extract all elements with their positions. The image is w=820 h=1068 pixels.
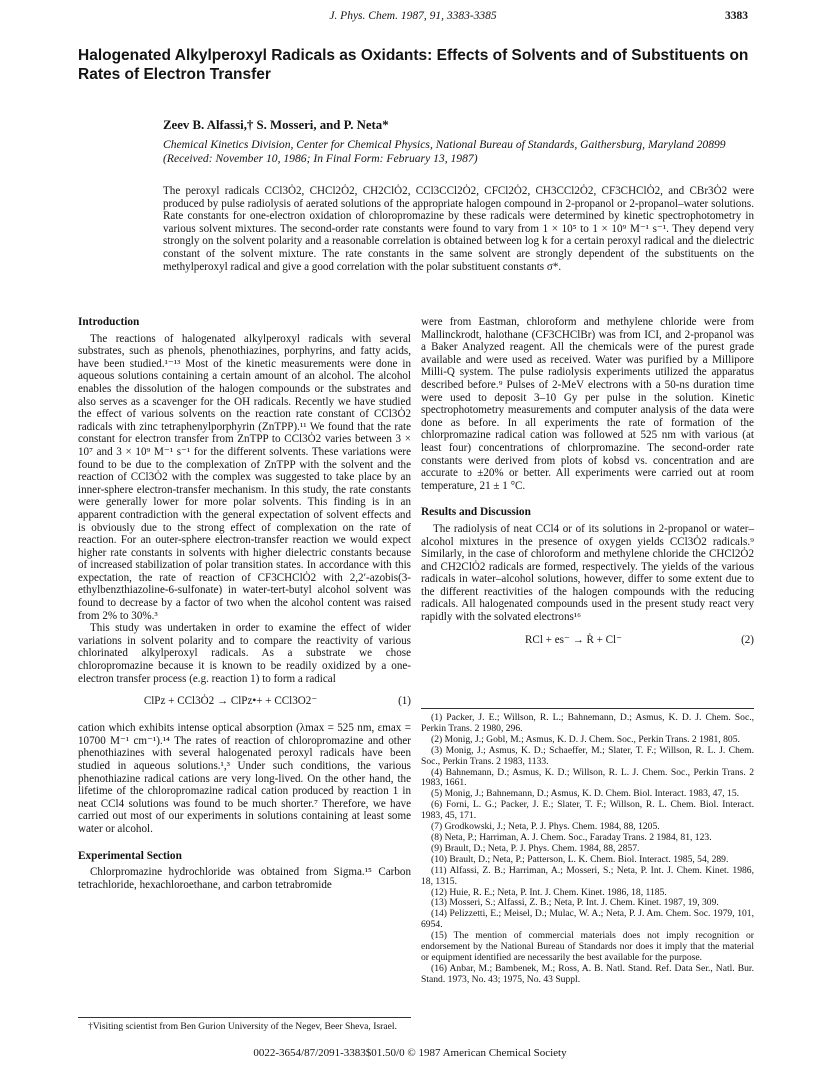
reference-list	[421, 708, 754, 986]
introduction-heading: Introduction	[78, 316, 140, 328]
left-column	[78, 316, 411, 891]
reference-item: (15) The mention of commercial materials does not imply recognition or endorsement by the National Bureau of Standards nor does it imply that the material or equipment identified are necessarily the best available for the purpose.	[421, 930, 754, 963]
equation-2	[421, 634, 754, 649]
reference-item: (8) Neta, P.; Harriman, A. J. Chem. Soc., Faraday Trans. 2 1984, 81, 123.	[431, 831, 712, 843]
reference-item: (13) Mosseri, S.; Alfassi, Z. B.; Neta, P. Int. J. Chem. Kinet. 1987, 19, 309.	[431, 897, 719, 909]
abstract: The peroxyl radicals CCl3Ȯ2, CHCl2Ȯ2, CH2ClȮ2, CCl3CCl2Ȯ2, CFCl2Ȯ2, CH3CCl2Ȯ2, CF3CHClȮ2, and CBr3Ȯ2 were produced by pulse radiolysis of aerated solutions of the appropriate halogen compound in 2-propanol or 2-propanol–water solutions. Rate constants for one-electron oxidation of chloropromazine by these radicals were determined by kinetic spectrophotometry in various solvent mixtures. The second-order rate constants were found to vary from 1 × 10⁵ to 1 × 10⁹ M⁻¹ s⁻¹. They depend very strongly on the solvent polarity and a reasonable correlation is obtained between log k for a certain peroxyl radical and the dielectric constant of the solvent mixture. The rate constants in the same solvent are strongly dependent of the substituents on the methylperoxyl radical and give a good correlation with the polar substituent constants σ*.	[163, 185, 754, 273]
reference-item: (12) Huie, R. E.; Neta, P. Int. J. Chem. Kinet. 1986, 18, 1185.	[431, 886, 667, 898]
right-column	[421, 316, 754, 661]
author-footnote	[78, 1017, 411, 1032]
experimental-paragraph-1: Chlorpromazine hydrochloride was obtained from Sigma.¹⁵ Carbon tetrachloride, hexachloroethane, and carbon tetrabromide	[78, 866, 411, 891]
results-paragraph-1: The radiolysis of neat CCl4 or of its solutions in 2-propanol or water–alcohol mixtures in the presence of oxygen yields CCl3Ȯ2 radicals.⁹ Similarly, in the case of chloroform and methylene chloride the CHCl2Ȯ2 and CH2ClȮ2 radicals are formed, respectively. The yields of the various radicals in water–alcohol solutions, however, differ to some extent due to the different reactivities of the halogen compounds with the reducing radicals. All halogenated compounds used in the present study react very rapidly with the solvated electrons¹⁶	[421, 522, 754, 624]
footnote-text: †Visiting scientist from Ben Gurion University of the Negev, Beer Sheva, Israel.	[88, 1021, 397, 1032]
equation-2-expression: RCl + es⁻ → Ṙ + Cl⁻	[525, 633, 622, 646]
article-title: Halogenated Alkylperoxyl Radicals as Oxidants: Effects of Solvents and of Substituents on Rates of Electron Transfer	[78, 47, 749, 83]
reference-item: (11) Alfassi, Z. B.; Harriman, A.; Mosseri, S.; Neta, P. Int. J. Chem. Kinet. 1986, 18, 1315.	[421, 864, 754, 887]
reference-item: (7) Grodkowski, J.; Neta, P. J. Phys. Chem. 1984, 88, 1205.	[431, 821, 660, 833]
author-list: Zeev B. Alfassi,† S. Mosseri, and P. Neta*	[163, 118, 389, 132]
equation-2-number: (2)	[741, 633, 754, 646]
experimental-heading: Experimental Section	[78, 849, 182, 862]
running-head	[78, 10, 748, 26]
introduction-paragraph-2: This study was undertaken in order to examine the effect of wider variations in solvent polarity and to compare the reactivity of various chlorinated alkylperoxyl radicals. As a substrate we chose chloropromazine because it is known to be readily oxidized by a one-electron transfer process (e.g. reaction 1) to form a radical	[78, 622, 411, 685]
experimental-paragraph-continued: were from Eastman, chloroform and methylene chloride were from Mallinckrodt, halothane (CF3CHClBr) was from ICI, and 2-propanol was a Baker Analyzed reagent. All the chemicals were of the purest grade available and were used as received. Water was purified by a Millipore Milli-Q system. The pulse radiolysis experiments utilized the apparatus described before.⁹ Pulses of 2-MeV electrons with a 50-ns duration time were used to deposit 3–10 Gy per pulse in the solution. Kinetic spectrophotometry measurements and computer analysis of the data were done as before. In all experiments the rate of formation of the chlorpromazine radical cation was followed at 525 nm with various (at least four) concentrations of chlorpromazine. The second-order rate constants were derived from plots of kobsd vs. concentration and are accurate to ±20% or better. All experiments were carried out at room temperature, 21 ± 1 °C.	[421, 316, 754, 492]
results-heading: Results and Discussion	[421, 506, 531, 519]
page-number: 3383	[725, 10, 748, 22]
introduction-paragraph-1: The reactions of halogenated alkylperoxyl radicals with several substrates, such as phenols, phenothiazines, porphyrins, and fatty acids, have been studied.¹⁻¹³ Most of the kinetic measurements were done in aqueous solutions containing a certain amount of an alcohol. The alcohol enables the dissolution of the halogen compounds or the substrates and also serves as a scavenger for the OH radicals. Recently we have studied the effect of various solvents on the reaction rate constant of CCl3Ȯ2 radicals with zinc tetraphenylporphyrin (ZnTPP).¹¹ We found that the rate constant for electron transfer from ZnTPP to CCl3Ȯ2 varies between 3 × 10⁷ and 3 × 10⁹ M⁻¹ s⁻¹ for the different solvents. These variations were found to be due to the complexation of ZnTPP with the solvent and the reaction of CCl3Ȯ2 with the complex was suggested to take place by an inner-sphere electron-transfer mechanism. In this study, the rate constants were generally lower for more polar solvents. This finding is in an apparent contradiction with the general expectation of solvent effects and is obviously due to the strong effect of complexation on the rate of reaction. For an outer-sphere electron-transfer reaction we would expect higher rate constants in solvents with higher dielectric constants because of increased stabilization of polar transition states. In accordance with this expectation, the rate of reaction of CF3CHClȮ2 with 2,2′-azobis(3-ethylbenzthiazoline-6-sulfonate) in water-tert-butyl alcohol solvent was found to decrease by a factor of two when the alcohol content was raised from 2% to 30%.³	[78, 332, 411, 622]
reference-item: (1) Packer, J. E.; Willson, R. L.; Bahnemann, D.; Asmus, K. D. J. Chem. Soc., Perkin Trans. 2 1980, 296.	[421, 712, 754, 734]
journal-citation: J. Phys. Chem. 1987, 91, 3383-3385	[329, 10, 497, 22]
reference-item: (6) Forni, L. G.; Packer, J. E.; Slater, T. F.; Willson, R. L. Chem. Biol. Interact. 1983, 45, 171.	[421, 799, 754, 822]
equation-1	[78, 695, 411, 710]
reference-item: (4) Bahnemann, D.; Asmus, K. D.; Willson, R. L. J. Chem. Soc., Perkin Trans. 2 1983, 1661.	[421, 766, 754, 789]
introduction-paragraph-3: cation which exhibits intense optical absorption (λmax = 525 nm, εmax = 10700 M⁻¹ cm⁻¹).¹⁴ The rates of reaction of chloropromazine and other phenothiazines with several halogenated peroxyl radicals have been studied in aqueous solutions.¹,³ Under such conditions, the various phenothiazine radical cations are very long-lived. On the other hand, the lifetime of the chloropromazine radical cation produced by reaction 1 in neat CCl4 solutions was found to be much shorter.⁷ Therefore, we have carried out most of our experiments in solutions containing at least some water or alcohol.	[78, 722, 411, 835]
affiliation: Chemical Kinetics Division, Center for Chemical Physics, National Bureau of Standards, Gaithersburg, Maryland 20899 (Received: November 10, 1986; In Final Form: February 13, 1987)	[163, 138, 726, 165]
reference-item: (14) Pelizzetti, E.; Meisel, D.; Mulac, W. A.; Neta, P. J. Am. Chem. Soc. 1979, 101, 6954.	[421, 908, 754, 931]
reference-item: (3) Monig, J.; Asmus, K. D.; Schaeffer, M.; Slater, T. F.; Willson, R. L. J. Chem. Soc., Perkin Trans. 2 1983, 1133.	[421, 744, 754, 767]
reference-item: (9) Brault, D.; Neta, P. J. Phys. Chem. 1984, 88, 2857.	[431, 842, 640, 854]
page-footer: 0022-3654/87/2091-3383$01.50/0 © 1987 American Chemical Society	[253, 1047, 567, 1059]
reference-item: (2) Monig, J.; Gobl, M.; Asmus, K. D. J. Chem. Soc., Perkin Trans. 2 1981, 805.	[431, 733, 740, 745]
equation-1-number: (1)	[398, 695, 411, 708]
reference-item: (16) Anbar, M.; Bambenek, M.; Ross, A. B. Natl. Stand. Ref. Data Ser., Natl. Bur. Stand. 1973, No. 43; 1975, No. 43 Suppl.	[421, 962, 754, 985]
reference-item: (10) Brault, D.; Neta, P.; Patterson, L. K. Chem. Biol. Interact. 1985, 54, 289.	[431, 853, 729, 865]
equation-1-expression: ClPz + CCl3Ȯ2 → ClPz•+ + CCl3O2⁻	[143, 695, 318, 708]
reference-item: (5) Monig, J.; Bahnemann, D.; Asmus, K. D. Chem. Biol. Interact. 1983, 47, 15.	[431, 788, 740, 800]
